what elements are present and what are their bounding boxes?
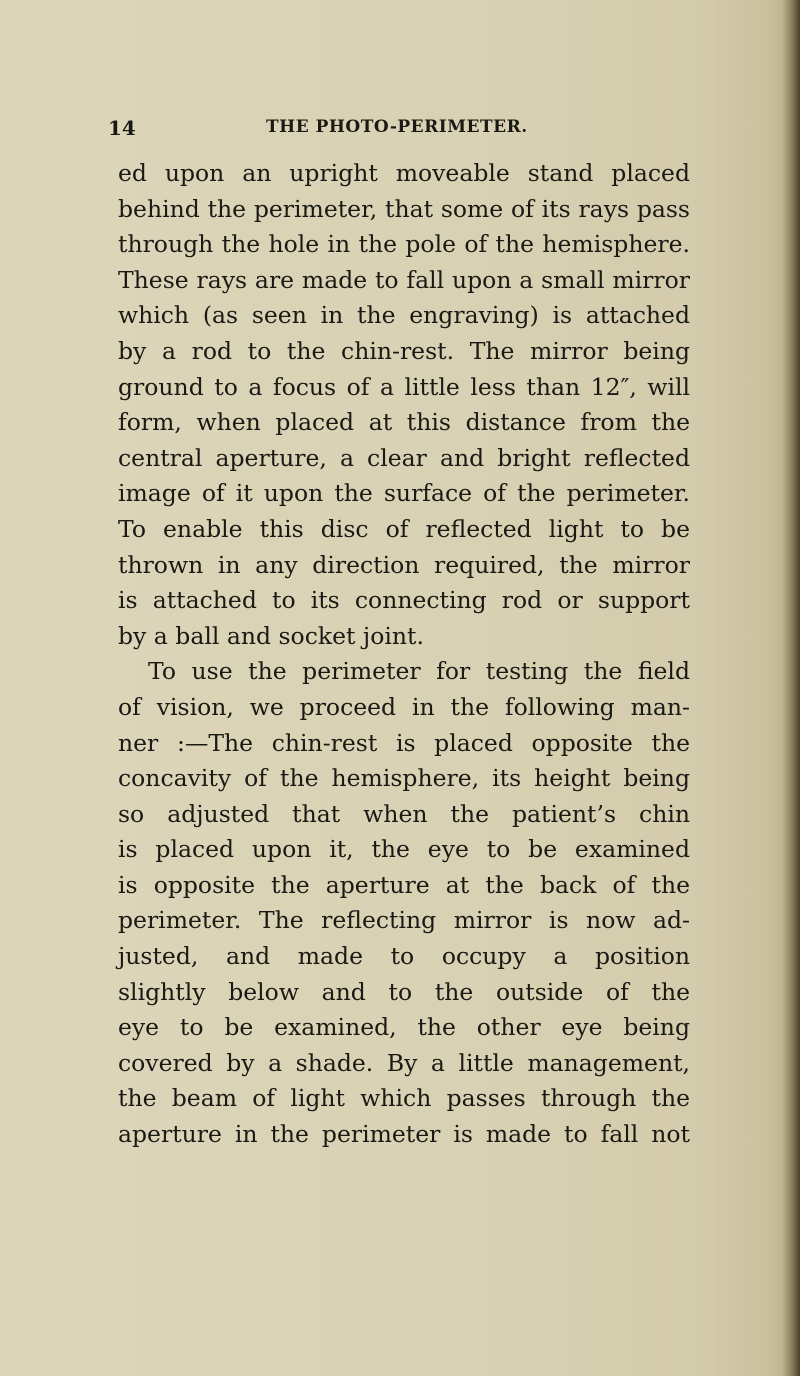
- text-line: slightly below and to the outside of the: [118, 977, 690, 1006]
- text-line: is placed upon it, the eye to be examined: [118, 835, 690, 864]
- running-title: THE PHOTO-PERIMETER.: [266, 117, 528, 137]
- text-line: To enable this disc of reflected light to be: [118, 514, 690, 543]
- text-line: covered by a shade. By a little management,: [118, 1048, 690, 1077]
- text-line: image of it upon the surface of the perimeter.: [118, 479, 690, 508]
- page-header: [108, 116, 708, 144]
- text-line: concavity of the hemisphere, its height being: [118, 764, 690, 793]
- text-line: ed upon an upright moveable stand placed: [118, 159, 690, 187]
- text-line: thrown in any direction required, the mirror: [118, 550, 690, 579]
- text-line: central aperture, a clear and bright reflected: [118, 443, 690, 472]
- text-line: ground to a focus of a little less than 12″, will: [118, 372, 690, 401]
- text-line: ner :—The chin-rest is placed opposite the: [118, 728, 690, 757]
- page-edge-shadow: [782, 0, 800, 1376]
- text-line: so adjusted that when the patient’s chin: [118, 799, 690, 828]
- text-line: through the hole in the pole of the hemisphere.: [118, 230, 690, 259]
- text-line: eye to be examined, the other eye being: [118, 1013, 690, 1042]
- text-line: the beam of light which passes through the: [118, 1084, 690, 1113]
- text-line: perimeter. The reflecting mirror is now ad-: [118, 906, 690, 935]
- text-line: is opposite the aperture at the back of the: [118, 870, 690, 899]
- text-line: justed, and made to occupy a position: [118, 942, 690, 971]
- body-text: [118, 156, 690, 1153]
- text-line: which (as seen in the engraving) is attached: [118, 301, 690, 330]
- text-line: behind the perimeter, that some of its rays pass: [118, 194, 690, 223]
- text-line: To use the perimeter for testing the field: [148, 657, 690, 686]
- text-line: by a rod to the chin-rest. The mirror being: [118, 336, 690, 365]
- text-line: aperture in the perimeter is made to fall not: [118, 1120, 690, 1149]
- text-line: form, when placed at this distance from the: [118, 408, 690, 437]
- text-line: These rays are made to fall upon a small mirror: [118, 265, 690, 294]
- text-line: of vision, we proceed in the following man-: [118, 692, 690, 721]
- text-line: by a ball and socket joint.: [118, 621, 424, 650]
- text-line: is attached to its connecting rod or support: [118, 586, 690, 615]
- page-number: 14: [108, 116, 136, 140]
